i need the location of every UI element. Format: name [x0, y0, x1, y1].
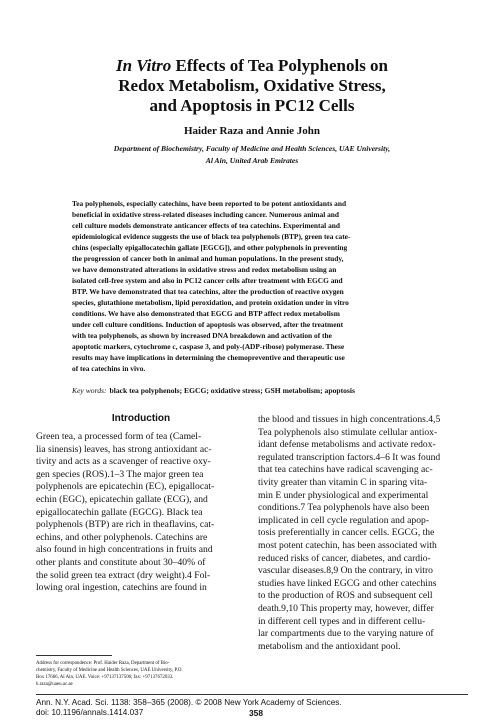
abstract-line: under cell culture conditions. Induction of apoptosis was observed, after the treatment [72, 320, 344, 329]
abstract-line: conditions. We have also demonstrated that EGCG and BTP affect redox metabolism [72, 309, 340, 318]
body-line: implicated in cell cycle regulation and apop- [258, 514, 430, 526]
body-line: echin (EGC), epicatechin gallate (ECG), and [36, 493, 208, 505]
affiliation [60, 143, 444, 167]
footnote-line: Box 17666, Al Ain, UAE. Voice: +97137137506; fax: +97137672033. [36, 675, 174, 680]
abstract-line: results may have implications in determining the chemopreventive and therapeutic use [72, 353, 345, 362]
body-line: Tea polyphenols also stimulate cellular antiox- [258, 426, 438, 438]
body-line: most potent catechin, has been associated with [258, 539, 437, 551]
body-line: epigallocatechin gallate (EGCG). Black tea [36, 506, 203, 518]
keywords-label: Key words: [72, 386, 107, 395]
body-line: idant defense metabolisms and activate redox- [258, 439, 436, 451]
title-italic-part: In Vitro [115, 56, 172, 75]
body-line: lar compartments due to the varying nature of [258, 628, 434, 640]
abstract-line: with tea polyphenols, as shown by increased DNA breakdown and activation of the [72, 331, 332, 340]
abstract-line: isolated cell-free system and also in PC12 cancer cells after treatment with EGCG and [72, 276, 343, 285]
footnote-line: Address for correspondence: Prof. Haider Raza, Department of Bio- [36, 661, 170, 666]
body-line: tosis preferentially in cancer cells. EGCG, the [258, 527, 435, 539]
body-line: metabolism and the antioxidant pool. [258, 640, 401, 652]
correspondence-footnote [36, 660, 248, 688]
affiliation-line-2: Al Ain, United Arab Emirates [205, 156, 299, 165]
body-line: other plants and constitute about 30–40% of [36, 556, 206, 568]
body-line: the solid green tea extract (dry weight).4 Fol- [36, 569, 211, 581]
body-line: in different cell types and in different cellu- [258, 615, 426, 627]
section-heading-introduction: Introduction [111, 413, 171, 424]
citation-rule [36, 694, 468, 695]
doi: doi: 10.1196/annals.1414.037 [36, 708, 144, 717]
abstract-line: we have demonstrated alterations in oxidative stress and redox metabolism using an [72, 265, 337, 274]
title-line-1 [60, 56, 444, 76]
body-line: also found in high concentrations in fruits and [36, 544, 213, 556]
authors: Haider Raza and Annie John [183, 125, 321, 137]
citation-line-1: Ann. N.Y. Acad. Sci. 1138: 358–365 (2008). © 2008 New York Academy of Sciences. [36, 698, 342, 707]
body-line: death.9,10 This property may, however, differ [258, 602, 434, 614]
title-line-3: and Apoptosis in PC12 Cells [149, 96, 355, 115]
title-line-1-rest: Effects of Tea Polyphenols on [171, 56, 389, 75]
body-line: the blood and tissues in high concentrations.4,5 [258, 414, 441, 425]
page-number: 358 [249, 708, 263, 718]
article-title [60, 56, 444, 116]
body-line: echins, and other polyphenols. Catechins are [36, 531, 208, 543]
body-line: tivity and acts as a scavenger of reactive oxy- [36, 456, 211, 468]
abstract [72, 198, 434, 374]
abstract-line: apoptotic markers, cytochrome c, caspase 3, and poly-(ADP-ribose) polymerase. These [72, 342, 345, 351]
body-line: tivity greater than vitamin C in sparing vita- [258, 476, 428, 488]
body-line: vascular diseases.8,9 On the contrary, in vitro [258, 565, 433, 577]
keywords-text: black tea polyphenols; EGCG; oxidative stress; GSH metabolism; apoptosis [109, 386, 355, 395]
abstract-line: beneficial in oxidative stress-related diseases including cancer. Numerous animal and [72, 210, 340, 219]
body-line: polyphenols (BTP) are rich in theaflavins, cat- [36, 519, 215, 531]
body-line: studies have linked EGCG and other catechins [258, 577, 437, 589]
body-line: reduced risks of cancer, diabetes, and cardio- [258, 552, 431, 564]
abstract-line: BTP. We have demonstrated that tea catechins, alter the production of reactive oxygen [72, 287, 344, 296]
abstract-line: the progression of cancer both in animal and human populations. In the present study, [72, 254, 344, 263]
abstract-line: Tea polyphenols, especially catechins, have been reported to be potent antioxidants and [72, 199, 347, 208]
body-line: that tea catechins have radical scavenging ac- [258, 464, 433, 476]
body-line: polyphenols are epicatechin (EC), epigallocat- [36, 481, 215, 493]
body-line: conditions.7 Tea polyphenols have also been [258, 502, 430, 514]
footnote-line: chemistry, Faculty of Medicine and Health Sciences, UAE University, P.O. [36, 668, 183, 673]
title-line-2: Redox Metabolism, Oxidative Stress, [118, 76, 386, 95]
abstract-line: of tea catechins in vivo. [72, 364, 146, 373]
abstract-line: chins (especially epigallocatechin gallate [EGCG]), and other polyphenols in preventing [72, 243, 348, 252]
left-column [36, 431, 246, 595]
body-line: lowing oral ingestion, catechins are found in [36, 582, 207, 594]
abstract-line: epidemiological evidence suggests the use of black tea polyphenols (BTP), green tea cate- [72, 232, 351, 241]
body-line: to the production of ROS and subsequent cell [258, 590, 433, 602]
right-column [258, 414, 468, 653]
body-line: gen species (ROS).1–3 The major green tea [36, 468, 204, 480]
abstract-line: species, glutathione metabolism, lipid peroxidation, and protein oxidation under in vitro [72, 298, 349, 307]
body-line: regulated transcription factors.4–6 It was found [258, 451, 441, 463]
body-line: lia sinensis) leaves, has strong antioxidant ac- [36, 443, 212, 455]
abstract-line: cell culture models demonstrate anticancer effects of tea catechins. Experimental and [72, 221, 340, 230]
body-line: Green tea, a processed form of tea (Camel- [36, 431, 202, 442]
footnote-rule [36, 655, 112, 656]
footnote-email: h.raza@uaeu.ac.ae [36, 682, 73, 687]
affiliation-line-1: Department of Biochemistry, Faculty of Medicine and Health Sciences, UAE University, [113, 144, 391, 153]
keywords [72, 386, 442, 395]
body-line: min E under physiological and experimental [258, 489, 429, 501]
